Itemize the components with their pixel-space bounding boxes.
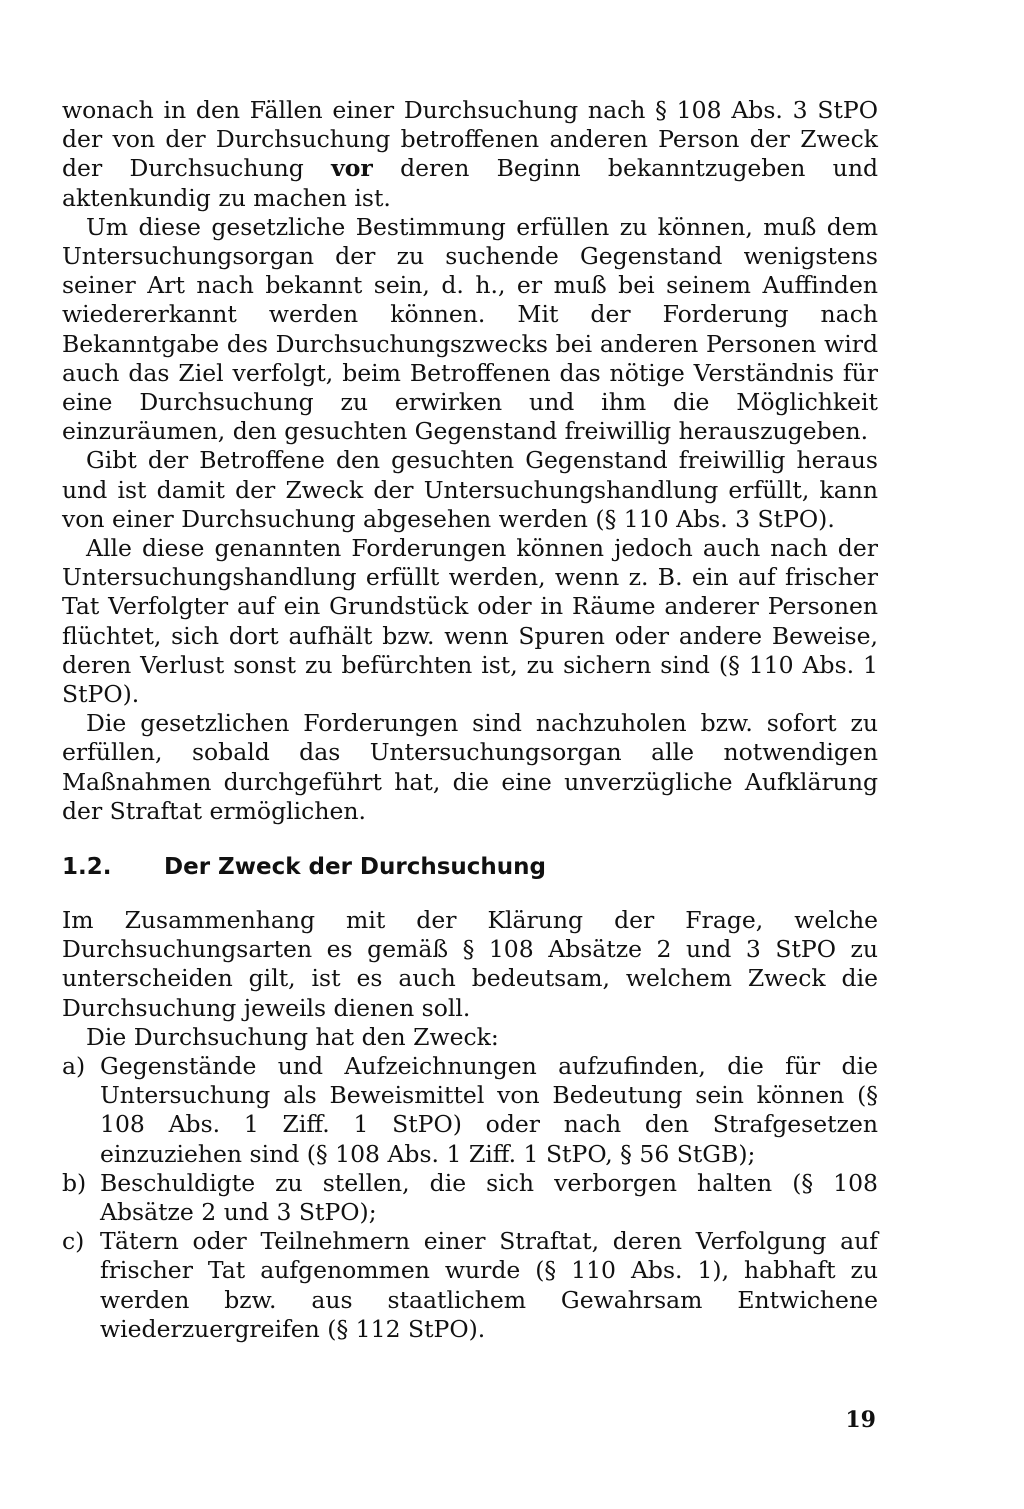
list-lead: Die Durchsuchung hat den Zweck: — [86, 1022, 499, 1051]
section-heading — [62, 852, 546, 882]
page-number: 19 — [845, 1407, 876, 1433]
section-title: Der Zweck der Durchsuchung — [164, 854, 547, 880]
list-marker: b) — [62, 1168, 87, 1197]
paragraph-continuation — [62, 96, 878, 213]
intro-paragraph: Im Zusammenhang mit der Klärung der Frage, welche Durchsuchungsarten es gemäß § 108 Absätze 2 und 3 StPO zu unterscheiden gilt, ist es auch bedeutsam, welchem Zweck die Durchsuchung jeweils dienen soll. — [62, 906, 878, 1022]
list-marker: c) — [62, 1227, 85, 1256]
list-item-text: Beschuldigte zu stellen, die sich verborgen halten (§ 108 Absätze 2 und 3 StPO); — [100, 1168, 878, 1227]
paragraph: Die gesetzlichen Forderungen sind nachzuholen bzw. sofort zu erfüllen, sobald das Untersuchungsorgan alle notwendigen Maßnahmen durchgeführt hat, die eine unverzügliche Aufklärung der Straftat ermöglichen. — [62, 709, 878, 825]
list-item-text: Gegenstände und Aufzeichnungen aufzufinden, die für die Untersuchung als Beweismittel von Bedeutung sein können (§ 108 Abs. 1 Ziff. 1 StPO) oder nach den Strafgesetzen einzuziehen sind (§ 108 Abs. 1 Ziff. 1 StPO, § 56 StGB); — [100, 1052, 878, 1168]
paragraph: Alle diese genannten Forderungen können jedoch auch nach der Untersuchungshandlung erfüllt werden, wenn z. B. ein auf frischer Tat Verfolgter auf ein Grundstück oder in Räume anderer Personen flüchtet, sich dort aufhält bzw. wenn Spuren oder andere Beweise, deren Verlust sonst zu befürchten ist, zu sichern sind (§ 110 Abs. 1 StPO). — [62, 534, 878, 709]
section-number: 1.2. — [62, 854, 112, 880]
list-marker: a) — [62, 1052, 86, 1081]
list-item-text: Tätern oder Teilnehmern einer Straftat, deren Verfolgung auf frischer Tat aufgenommen wurde (§ 110 Abs. 1), habhaft zu werden bzw. aus staatlichem Gewahrsam Entwichene wiederzuergreifen (§ 112 StPO). — [100, 1227, 878, 1343]
emphasis-vor: vor — [331, 154, 373, 183]
section-2 — [62, 906, 878, 1344]
paragraph-text-after: deren Beginn bekanntzugeben und aktenkundig zu machen ist. — [62, 154, 878, 212]
list-item — [62, 1052, 878, 1169]
paragraph: Um diese gesetzliche Bestimmung erfüllen zu können, muß dem Untersuchungsorgan der zu suchende Gegenstand wenigstens seiner Art nach bekannt sein, d. h., er muß bei seinem Auffinden wiedererkannt werden können. Mit der Forderung nach Bekanntgabe des Durchsuchungszwecks bei anderen Personen wird auch das Ziel verfolgt, beim Betroffenen das nötige Verständnis für eine Durchsuchung zu erwirken und ihm die Möglichkeit einzuräumen, den gesuchten Gegenstand freiwillig herauszugeben. — [62, 212, 878, 446]
paragraph-text-before: wonach in den Fällen einer Durchsuchung nach § 108 Abs. 3 StPO der von der Durchsuchung betroffenen anderen Person der Zweck der Durchsuchung — [62, 96, 878, 183]
paragraph: Gibt der Betroffene den gesuchten Gegenstand freiwillig heraus und ist damit der Zweck der Untersuchungshandlung erfüllt, kann von einer Durchsuchung abgesehen werden (§ 110 Abs. 3 StPO). — [62, 446, 878, 533]
list-item — [62, 1169, 878, 1227]
section-1 — [62, 96, 878, 826]
list-item — [62, 1227, 878, 1344]
